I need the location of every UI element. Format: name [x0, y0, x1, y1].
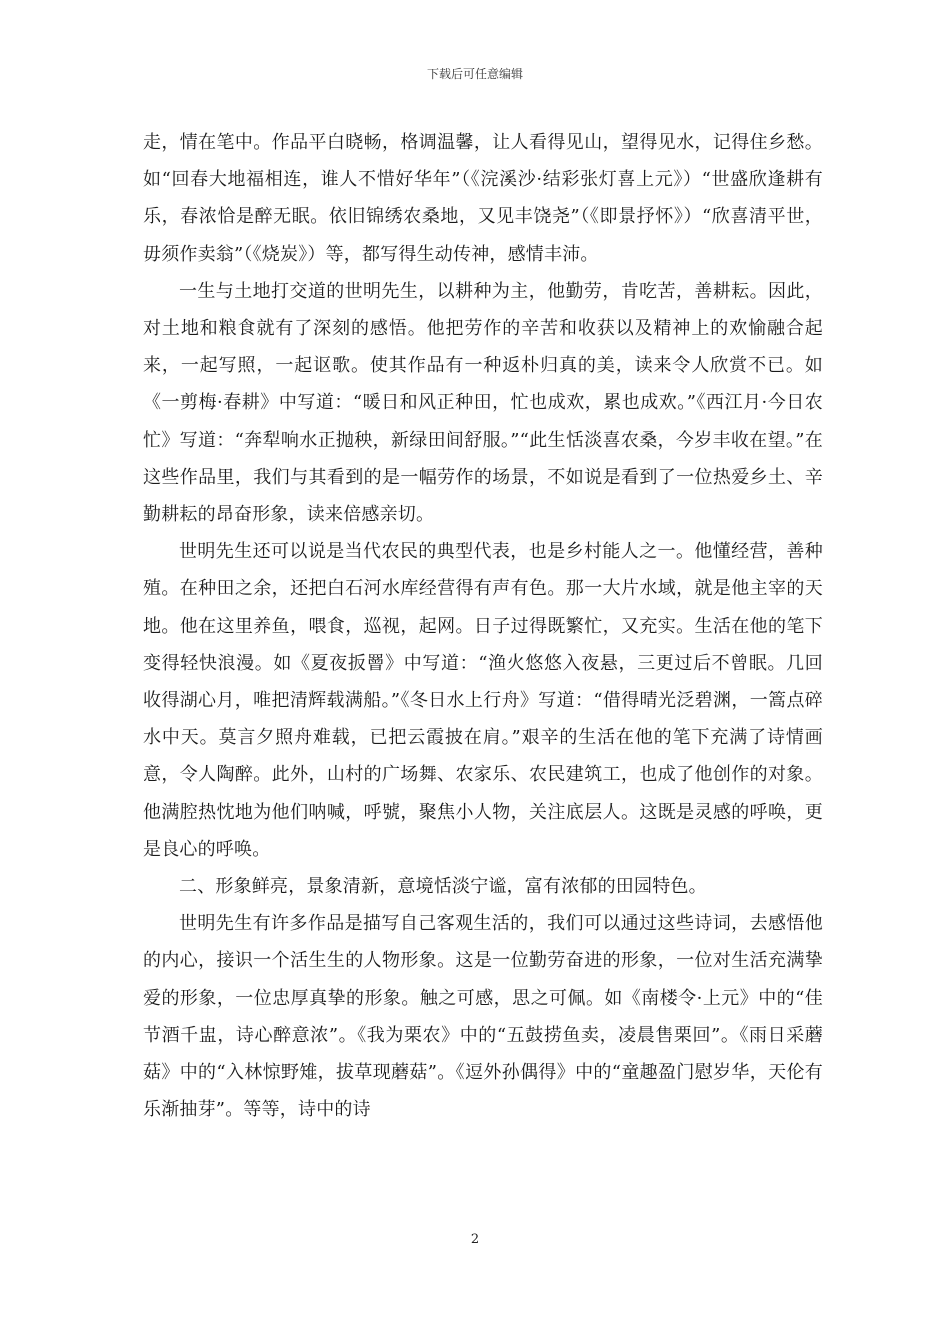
paragraph-4: 世明先生有许多作品是描写自己客观生活的，我们可以通过这些诗词，去感悟他的内心，接识一个活生生的人物形象。这是一位勤劳奋进的形象，一位对生活充满挚爱的形象，一位忠厚真挚的形象。触之可感，思之可佩。如《南楼令·上元》中的“佳节酒千盅，诗心醉意浓”。《我为栗农》中的“五鼓捞鱼卖，凌晨售栗回”。《雨日采蘑菇》中的“入林惊野雉，拔草现蘑菇”。《逗外孙偶得》中的“童趣盈门慰岁华，天伦有乐渐抽芽”。等等，诗中的诗	[143, 913, 823, 1121]
paragraph-3: 世明先生还可以说是当代农民的典型代表，也是乡村能人之一。他懂经营，善种殖。在种田之余，还把白石河水库经营得有声有色。那一大片水域，就是他主宰的天地。他在这里养鱼，喂食，巡视，起网。日子过得既繁忙，又充实。生活在他的笔下变得轻快浪漫。如《夏夜扳罾》中写道：“渔火悠悠入夜悬，三更过后不曾眠。几回收得湖心月，唯把清辉载满船。”《冬日水上行舟》写道：“借得晴光泛碧渊，一篙点碎水中天。莫言夕照舟难载，已把云霞披在肩。”艰辛的生活在他的笔下充满了诗情画意，令人陶醉。此外，山村的广场舞、农家乐、农民建筑工，也成了他创作的对象。他满腔热忱地为他们呐喊，呼號，聚焦小人物，关注底层人。这既是灵感的呼唤，更是良心的呼唤。	[143, 541, 823, 860]
paragraph-2: 一生与土地打交道的世明先生，以耕种为主，他勤劳，肯吃苦，善耕耘。因此，对土地和粮食就有了深刻的感悟。他把劳作的辛苦和收获以及精神上的欢愉融合起来，一起写照，一起讴歌。使其作品有一种返朴归真的美，读来令人欣赏不已。如《一剪梅·春耕》中写道：“暖日和风正种田，忙也成欢，累也成欢。”《西江月·今日农忙》写道：“奔犁响水正抛秧，新绿田间舒服。”“此生恬淡喜农桑，今岁丰收在望。”在这些作品里，我们与其看到的是一幅劳作的场景，不如说是看到了一位热爱乡土、辛勤耕耘的昂奋形象，读来倍感亲切。	[143, 280, 823, 526]
document-body	[143, 124, 823, 1128]
section-heading: 二、形象鲜亮，景象清新，意境恬淡宁谧，富有浓郁的田园特色。	[179, 876, 707, 898]
paragraph-1: 走，情在笔中。作品平白晓畅，格调温馨，让人看得见山，望得见水，记得住乡愁。如“回春大地福相连，谁人不惜好华年”（《浣溪沙·结彩张灯喜上元》）“世盛欣逢耕有乐，春浓恰是醉无眠。依旧锦绣农桑地，又见丰饶尧”（《即景抒怀》）“欣喜清平世，毋须作卖翁”（《烧炭》）等，都写得生动传神，感情丰沛。	[143, 132, 823, 265]
page-number: 2	[470, 1232, 480, 1247]
page-header: 下载后可任意编辑	[426, 67, 523, 81]
